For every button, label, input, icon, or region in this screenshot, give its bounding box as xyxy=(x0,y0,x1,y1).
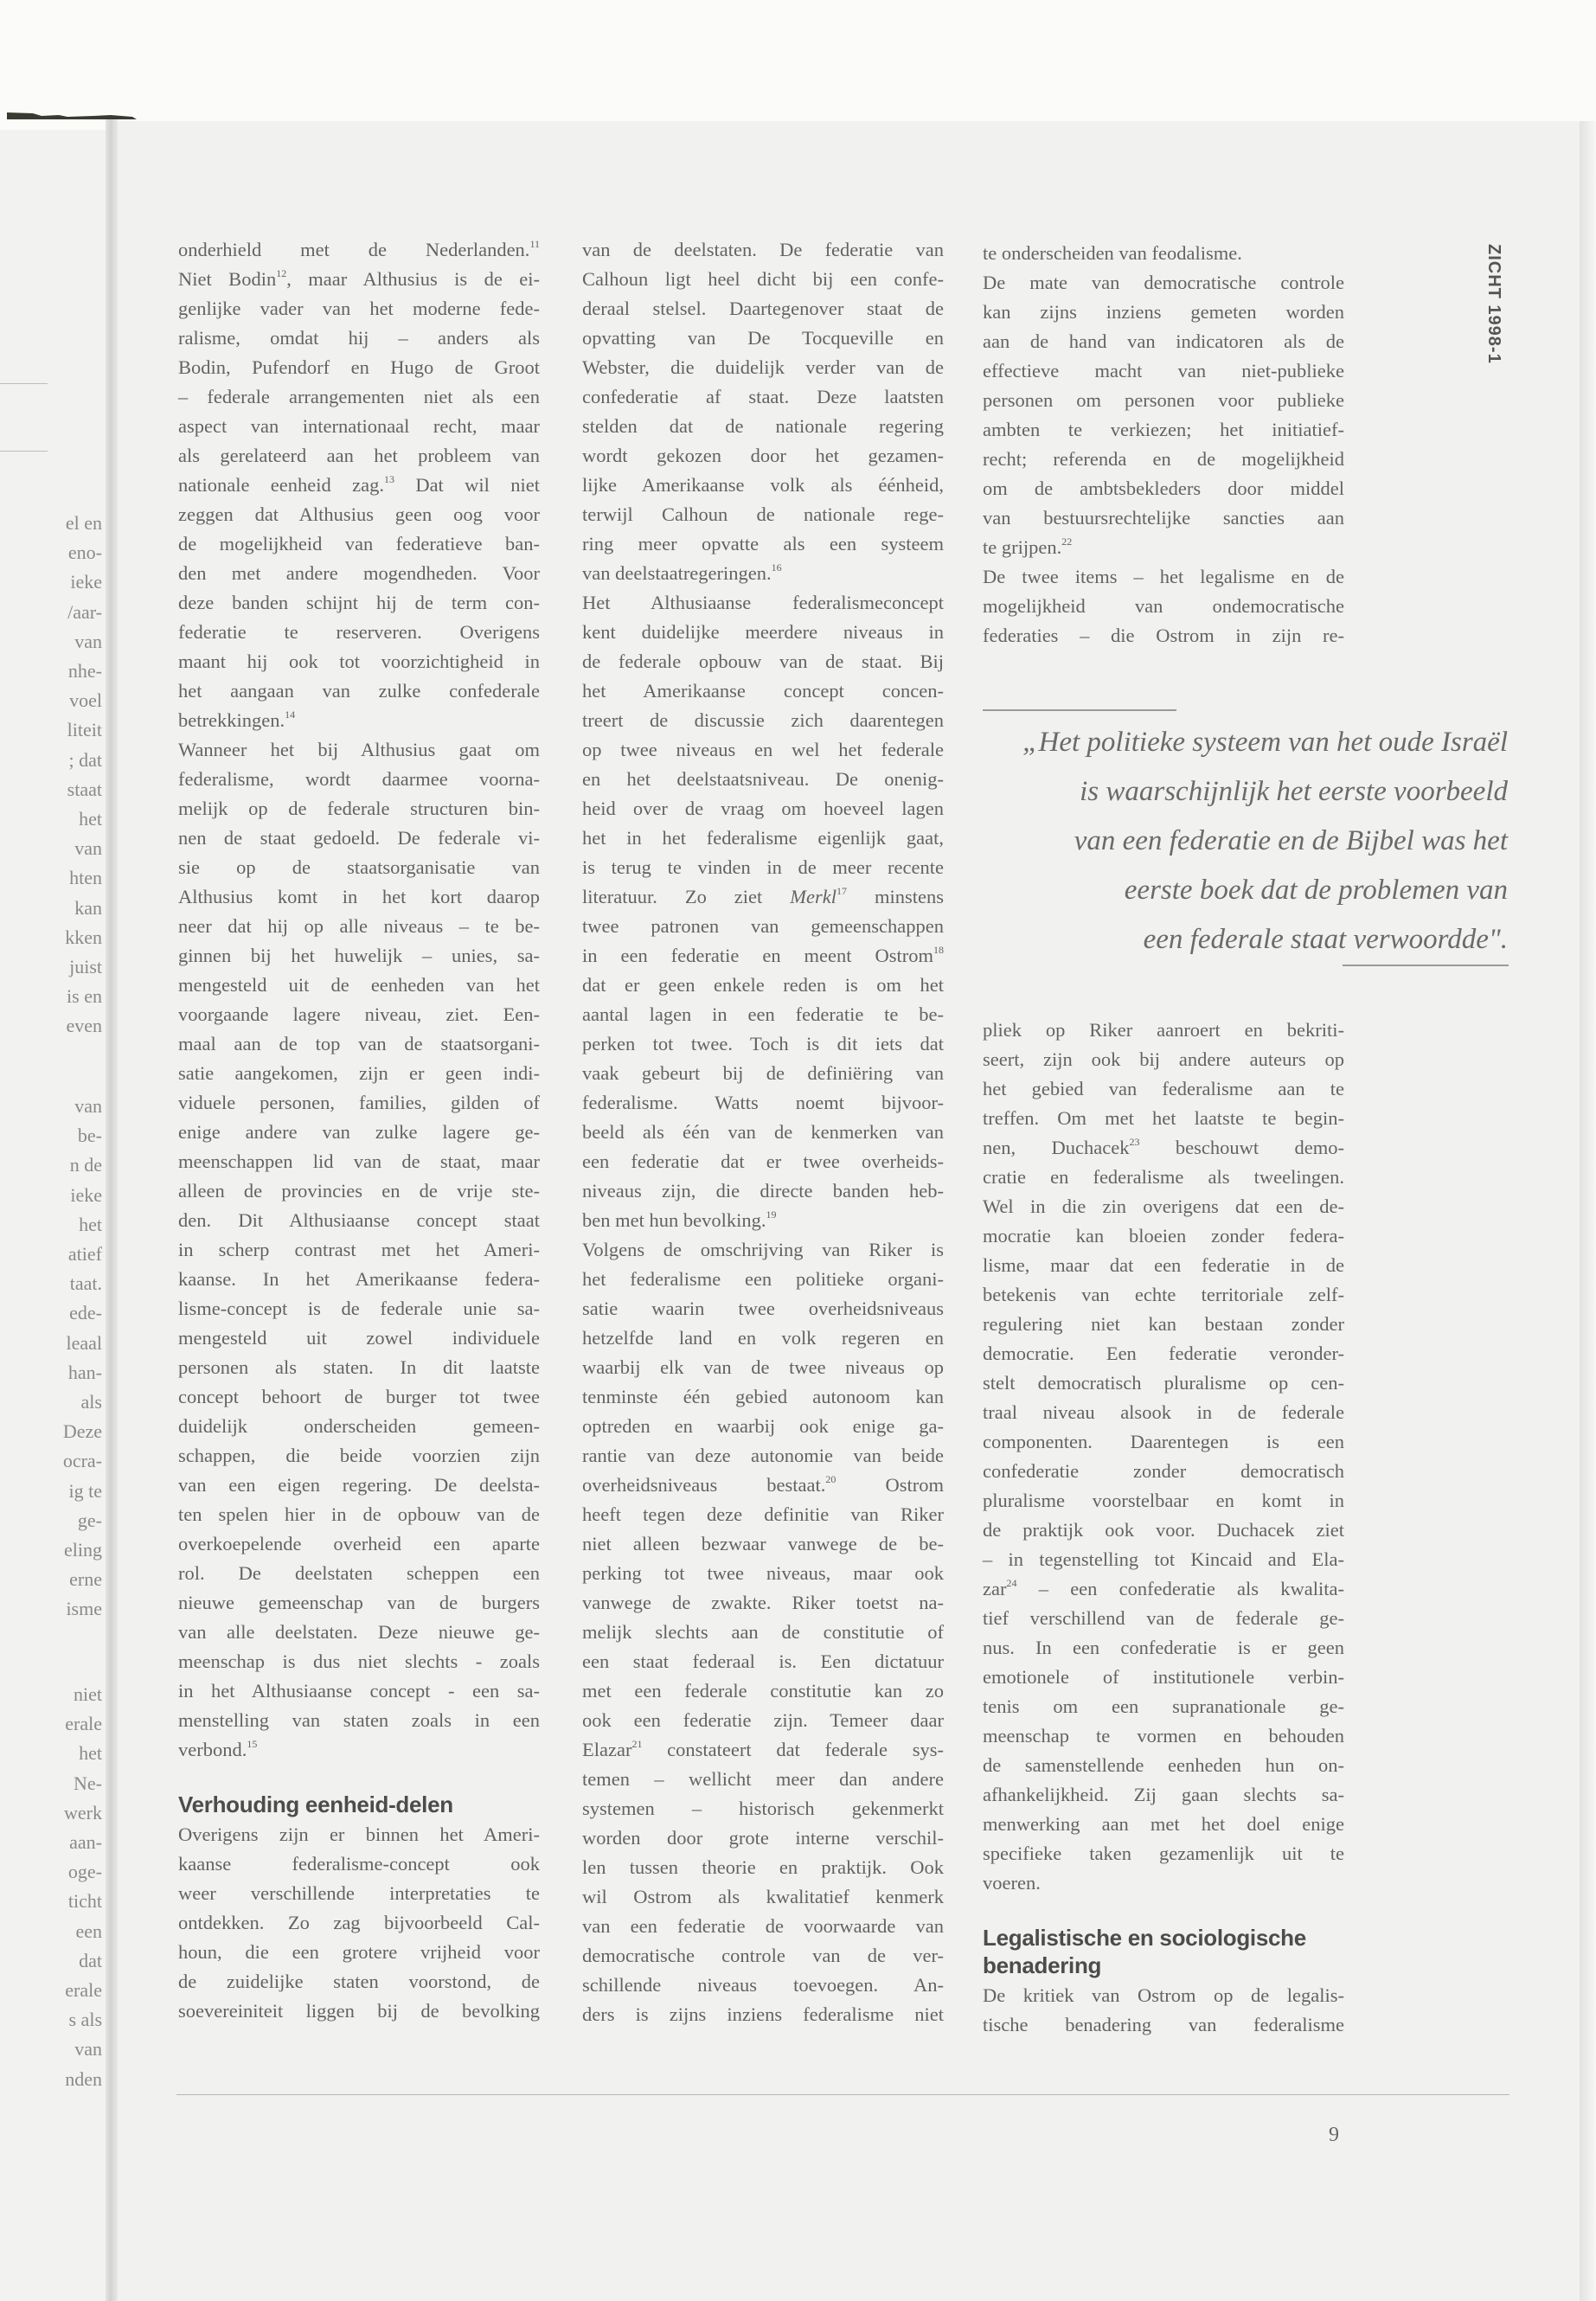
text-line: – in tegenstelling tot Kincaid and Ela- xyxy=(983,1548,1344,1570)
page-edge xyxy=(1580,121,1596,2301)
text-line: van de deelstaten. De federatie van xyxy=(582,239,944,260)
text-line: kent duidelijke meerdere niveaus in xyxy=(582,621,944,643)
previous-page-fragment: s als xyxy=(68,2009,102,2031)
text-line: personen als staten. In dit laatste xyxy=(178,1356,540,1378)
previous-page-rule xyxy=(0,383,48,384)
text-run: onderhield met de Nederlanden. xyxy=(178,239,530,260)
text-line: meenschappen lid van de staat, maar xyxy=(178,1150,540,1172)
previous-page-fragment: n de xyxy=(69,1154,102,1176)
text-line: rantie van deze autonomie van beide xyxy=(582,1445,944,1466)
text-line: de federale opbouw van de staat. Bij xyxy=(582,651,944,672)
text-line: kan zijns inziens gemeten worden xyxy=(983,301,1344,323)
pull-quote-line: van een federatie en de Bijbel was het xyxy=(1074,825,1508,856)
previous-page-fragment: nhe- xyxy=(67,660,102,682)
text-column-2 xyxy=(582,235,944,2029)
previous-page-fragment: liteit xyxy=(67,719,102,741)
text-line: Webster, die duidelijk verder van de xyxy=(582,356,944,378)
text-line: kaanse federalisme-concept ook xyxy=(178,1853,540,1875)
footer-rule xyxy=(176,2094,1509,2095)
text-line: enige andere van zulke lagere ge- xyxy=(178,1121,540,1143)
text-line: ontdekken. Zo zag bijvoorbeeld Cal- xyxy=(178,1912,540,1933)
text-line: Wel in die zin overigens dat een de- xyxy=(983,1195,1344,1217)
previous-page-fragment: als xyxy=(80,1391,102,1413)
text-line: genlijke vader van het moderne fede- xyxy=(178,298,540,319)
text-line: ook een federatie zijn. Temeer daar xyxy=(582,1709,944,1731)
text-line: ders is zijns inziens federalisme niet xyxy=(582,2003,944,2025)
text-line xyxy=(178,706,540,735)
text-line: voorgaande lagere niveau, ziet. Een- xyxy=(178,1003,540,1025)
previous-page-rule xyxy=(0,451,48,452)
text-line: ring meer opvatte als een systeem xyxy=(582,533,944,554)
text-line: de praktijk ook voor. Duchacek ziet xyxy=(983,1519,1344,1541)
text-line: specifieke taken gezamenlijk uit te xyxy=(983,1843,1344,1864)
previous-page-fragment: Ne- xyxy=(74,1772,102,1794)
pull-quote xyxy=(986,718,1508,965)
footnote-reference: 16 xyxy=(771,561,782,574)
text-run: Dat wil niet xyxy=(394,474,540,496)
text-line: het in het federalisme eigenlijk gaat, xyxy=(582,827,944,849)
paragraph xyxy=(582,1235,944,2029)
text-line: schappen, die beide voorzien zijn xyxy=(178,1445,540,1466)
text-run: beschouwt demo- xyxy=(1139,1137,1344,1158)
previous-page-fragment: niet xyxy=(74,1683,102,1705)
previous-page-fragment: ieke xyxy=(70,1183,102,1206)
text-line: effectieve macht van niet-publieke xyxy=(983,360,1344,381)
previous-page-fragment: han- xyxy=(67,1361,102,1383)
text-line: federalisme, wordt daarmee voorna- xyxy=(178,768,540,790)
text-line: traal niveau alsook in de federale xyxy=(983,1401,1344,1423)
previous-page-fragment: erale xyxy=(65,1979,102,2001)
text-line: van een federatie de voorwaarde van xyxy=(582,1915,944,1937)
paragraph xyxy=(178,1820,540,2026)
previous-page-fragment: het xyxy=(79,1213,102,1235)
text-line: het federalisme een politieke organi- xyxy=(582,1268,944,1290)
text-line: ten spelen hier in de opbouw van de xyxy=(178,1503,540,1525)
text-line: de samenstellende eenheden hun on- xyxy=(983,1754,1344,1776)
text-line: soevereiniteit liggen bij de bevolking xyxy=(178,2000,540,2022)
text-line: om de ambtsbekleders door middel xyxy=(983,478,1344,499)
text-line: mengesteld uit zowel individuele xyxy=(178,1327,540,1349)
text-line: een staat federaal is. Een dictatuur xyxy=(582,1650,944,1672)
pull-quote-line: „Het politieke systeem van het oude Israël xyxy=(1022,727,1508,758)
text-line: menwerking aan met het doel enige xyxy=(983,1813,1344,1835)
text-column-3-top xyxy=(983,239,1344,651)
previous-page-fragment: even xyxy=(66,1015,102,1037)
text-line: tenminste één gebied autonoom kan xyxy=(582,1386,944,1407)
text-line: nus. In een confederatie is er geen xyxy=(983,1637,1344,1658)
text-run: minstens xyxy=(847,886,944,907)
text-line: kaanse. In het Amerikaanse federa- xyxy=(178,1268,540,1290)
text-line: van alle deelstaten. Deze nieuwe ge- xyxy=(178,1621,540,1643)
text-line: neer dat hij op alle niveaus – te be- xyxy=(178,915,540,937)
paragraph xyxy=(178,735,540,1765)
text-line xyxy=(178,471,540,500)
previous-page-fragment: ; dat xyxy=(68,748,102,771)
text-line: weer verschillende interpretaties te xyxy=(178,1882,540,1904)
text-line: melijk slechts aan de constitutie of xyxy=(582,1621,944,1643)
text-line: concept behoort de burger tot twee xyxy=(178,1386,540,1407)
text-line: heid over de vraag om hoeveel lagen xyxy=(582,798,944,819)
text-line: systemen – historisch gekenmerkt xyxy=(582,1798,944,1819)
previous-page-fragment: ge- xyxy=(77,1509,102,1531)
section-heading xyxy=(983,1924,1344,1979)
previous-page-fragment: erne xyxy=(69,1568,102,1591)
footnote-reference: 23 xyxy=(1129,1136,1140,1148)
text-line: vanwege de zwakte. Riker toetst na- xyxy=(582,1592,944,1613)
text-line: treffen. Om met het laatste te begin- xyxy=(983,1107,1344,1129)
footnote-reference: 15 xyxy=(247,1738,258,1750)
footnote-reference: 19 xyxy=(766,1208,777,1221)
text-line: betekenis van echte territoriale zelf- xyxy=(983,1284,1344,1305)
heading-line: benadering xyxy=(983,1952,1102,1978)
text-line: treert de discussie zich daarentegen xyxy=(582,709,944,731)
text-line: stelden dat de nationale regering xyxy=(582,415,944,437)
previous-page-fragment: ig te xyxy=(68,1479,102,1502)
page-number: 9 xyxy=(1329,2124,1339,2146)
text-line: satie waarin twee overheidsniveaus xyxy=(582,1298,944,1319)
text-line: seert, zijn ook bij andere auteurs op xyxy=(983,1048,1344,1070)
text-line: opvatting van De Tocqueville en xyxy=(582,327,944,349)
text-line: Calhoun ligt heel dicht bij een confe- xyxy=(582,268,944,290)
text-line: nieuwe gemeenschap van de burgers xyxy=(178,1592,540,1613)
text-line: menstelling van staten zoals in een xyxy=(178,1709,540,1731)
text-line: te onderscheiden van feodalisme. xyxy=(983,242,1242,264)
text-line: satie aangekomen, zijn er geen indi- xyxy=(178,1062,540,1084)
text-line: de mogelijkheid van federatieve ban- xyxy=(178,533,540,554)
text-run: zar xyxy=(983,1578,1007,1599)
footnote-reference: 22 xyxy=(1061,535,1073,548)
previous-page-fragment: juist xyxy=(69,956,102,977)
text-line: in het Althusiaanse concept - een sa- xyxy=(178,1680,540,1702)
text-line: de zuidelijke staten voorstond, de xyxy=(178,1971,540,1992)
text-line: twee patronen van gemeenschappen xyxy=(582,915,944,937)
text-line: schillende niveaus toevoegen. An- xyxy=(582,1974,944,1996)
text-line: zeggen dat Althusius geen oog voor xyxy=(178,503,540,525)
previous-page-fragment: isme xyxy=(66,1598,102,1620)
text-line: confederatie af staat. Deze laatsten xyxy=(582,386,944,407)
text-line: afhankelijkheid. Zij gaan slechts sa- xyxy=(983,1784,1344,1805)
text-line: den. Dit Althusiaanse concept staat xyxy=(178,1209,540,1231)
paragraph xyxy=(582,235,944,588)
text-line: aspect van internationaal recht, maar xyxy=(178,415,540,437)
text-line: tief verschillend van de federale ge- xyxy=(983,1607,1344,1629)
text-line: dat er geen enkele reden is om het xyxy=(582,974,944,996)
text-line: cratie en federalisme als tweelingen. xyxy=(983,1166,1344,1188)
previous-page-fragment: taat. xyxy=(69,1272,102,1295)
text-line: melijk op de federale structuren bin- xyxy=(178,798,540,819)
text-run: nen, Duchacek xyxy=(983,1137,1130,1158)
text-line xyxy=(178,235,540,265)
previous-page-fragment: werk xyxy=(64,1801,102,1823)
footnote-reference: 20 xyxy=(825,1473,836,1485)
previous-page-fragment: eling xyxy=(64,1539,102,1561)
text-line: Volgens de omschrijving van Riker is xyxy=(582,1239,944,1260)
text-line: overkoepelende overheid een aparte xyxy=(178,1533,540,1554)
text-line: hetzelfde land en volk regeren en xyxy=(582,1327,944,1349)
heading-line: Verhouding eenheid-delen xyxy=(178,1791,453,1817)
text-line xyxy=(178,265,540,294)
text-line xyxy=(582,941,944,971)
previous-page-fragment: van xyxy=(74,2038,102,2061)
footnote-reference: 24 xyxy=(1006,1577,1017,1589)
text-line: nen de staat gedoeld. De federale vi- xyxy=(178,827,540,849)
text-line: Wanneer het bij Althusius gaat om xyxy=(178,739,540,760)
text-line: ambten te verkiezen; het initiatief- xyxy=(983,419,1344,440)
text-line: een federatie dat er twee overheids- xyxy=(582,1150,944,1172)
text-line: in scherp contrast met het Ameri- xyxy=(178,1239,540,1260)
text-run: van deelstaatregeringen. xyxy=(582,562,772,584)
text-run: nationale eenheid zag. xyxy=(178,474,384,496)
text-line: meenschap te vormen en behouden xyxy=(983,1725,1344,1747)
text-line: deze banden schijnt hij de term con- xyxy=(178,592,540,613)
text-run: in een federatie en meent Ostrom xyxy=(582,945,933,966)
text-line: van bestuursrechtelijke sancties aan xyxy=(983,507,1344,529)
text-line: De twee items – het legalisme en de xyxy=(983,566,1344,587)
text-line: waarbij elk van de twee niveaus op xyxy=(582,1356,944,1378)
paragraph xyxy=(983,268,1344,562)
text-line: len tussen theorie en praktijk. Ook xyxy=(582,1856,944,1878)
paragraph xyxy=(178,235,540,735)
text-line: lisme, maar dat een federatie in de xyxy=(983,1254,1344,1276)
text-run: Niet Bodin xyxy=(178,268,277,290)
text-line: optreden en waarbij ook enige ga- xyxy=(582,1415,944,1437)
text-line: vaak gebeurt bij de definiëring van xyxy=(582,1062,944,1084)
paragraph xyxy=(983,1016,1344,1898)
text-line: confederatie zonder democratisch xyxy=(983,1460,1344,1482)
previous-page-fragment: het xyxy=(79,1742,102,1765)
text-line: emotionele of institutionele verbin- xyxy=(983,1666,1344,1688)
text-line: tenis om een supranationale ge- xyxy=(983,1695,1344,1717)
text-line: meenschap is dus niet slechts - zoals xyxy=(178,1650,540,1672)
pull-quote-top-rule xyxy=(983,709,1176,711)
previous-page-fragment: atief xyxy=(67,1243,102,1265)
text-line: wordt gekozen door het gezamen- xyxy=(582,445,944,466)
text-line: aantal lagen in een federatie te be- xyxy=(582,1003,944,1025)
footnote-reference: 11 xyxy=(529,238,540,250)
previous-page-fragment: van xyxy=(74,630,102,652)
text-run: ben met hun bevolking. xyxy=(582,1209,766,1231)
text-line: perking tot twee niveaus, maar ook xyxy=(582,1562,944,1584)
text-line xyxy=(582,1206,944,1235)
previous-page-fragment: oge- xyxy=(67,1861,102,1883)
running-header: ZICHT 1998-1 xyxy=(1484,244,1503,364)
previous-page-fragment: kan xyxy=(74,896,102,919)
text-line: Het Althusiaanse federalismeconcept xyxy=(582,592,944,613)
paragraph xyxy=(582,588,944,1235)
text-line xyxy=(582,882,944,912)
text-line: den met andere mogendheden. Voor xyxy=(178,562,540,584)
text-run: , maar Althusius is de ei- xyxy=(286,268,541,290)
text-line: ginnen bij het huwelijk – unies, sa- xyxy=(178,945,540,966)
text-line: ralisme, omdat hij – anders als xyxy=(178,327,540,349)
pull-quote-bottom-rule xyxy=(1343,965,1509,966)
text-line: van een eigen regering. De deelsta- xyxy=(178,1474,540,1496)
text-column-1 xyxy=(178,235,540,2026)
text-line: en het deelstaatsniveau. De onenig- xyxy=(582,768,944,790)
text-run: literatuur. Zo ziet xyxy=(582,886,791,907)
text-line xyxy=(983,1133,1344,1163)
text-line: maant hij ook tot voorzichtigheid in xyxy=(178,651,540,672)
previous-page-fragment: leaal xyxy=(66,1331,102,1354)
previous-page-fragment: is en xyxy=(67,985,102,1008)
text-run: – een confederatie als kwalita- xyxy=(1016,1578,1344,1599)
text-line: sie op de staatsorganisatie van xyxy=(178,856,540,878)
text-line: is terug te vinden in de meer recente xyxy=(582,856,944,878)
text-line: pluralisme voorstelbaar en komt in xyxy=(983,1490,1344,1511)
previous-page-fragment: aan- xyxy=(69,1831,102,1853)
previous-page-fragment: hten xyxy=(69,867,102,889)
pull-quote-line: een federale staat verwoordde". xyxy=(1143,924,1508,955)
text-line: lijke Amerikaanse volk als éénheid, xyxy=(582,474,944,496)
book-spine xyxy=(106,119,118,2301)
previous-page-fragment: het xyxy=(79,808,102,830)
text-line xyxy=(178,1735,540,1765)
previous-page-fragment: staat xyxy=(67,778,102,800)
text-run: verbond. xyxy=(178,1739,247,1760)
text-line: lisme-concept is de federale unie sa- xyxy=(178,1298,540,1319)
text-column-3-bottom xyxy=(983,1016,1344,2040)
text-line xyxy=(983,533,1344,562)
text-line: pliek op Riker aanroert en bekriti- xyxy=(983,1019,1344,1041)
previous-page-fragment: een xyxy=(75,1920,102,1942)
text-line: worden door grote interne verschil- xyxy=(582,1827,944,1849)
paragraph xyxy=(983,1981,1344,2040)
text-line: Bodin, Pufendorf en Hugo de Groot xyxy=(178,356,540,378)
text-line xyxy=(582,559,944,588)
text-line: Overigens zijn er binnen het Ameri- xyxy=(178,1823,540,1845)
text-line xyxy=(582,1735,944,1765)
previous-page-fragment: van xyxy=(74,837,102,860)
text-line: – federale arrangementen niet als een xyxy=(178,386,540,407)
text-line: federatie te reserveren. Overigens xyxy=(178,621,540,643)
previous-page-fragment: /aar- xyxy=(67,600,102,623)
text-line: viduele personen, families, gilden of xyxy=(178,1092,540,1113)
text-line: heeft tegen deze definitie van Riker xyxy=(582,1503,944,1525)
previous-page-fragment: nden xyxy=(65,2067,102,2090)
pull-quote-line: eerste boek dat de problemen van xyxy=(1124,875,1508,906)
pull-quote-line: is waarschijnlijk het eerste voorbeeld xyxy=(1080,776,1508,807)
text-line: voeren. xyxy=(983,1872,1041,1894)
previous-page-fragment: kken xyxy=(65,926,102,948)
footnote-reference: 17 xyxy=(836,885,847,897)
text-line: het gebied van federalisme aan te xyxy=(983,1078,1344,1099)
previous-page-fragment: ocra- xyxy=(62,1450,102,1472)
section-heading xyxy=(178,1791,540,1818)
text-line: als gerelateerd aan het probleem van xyxy=(178,445,540,466)
previous-page-fragment: be- xyxy=(77,1125,102,1147)
text-line: terwijl Calhoun de nationale rege- xyxy=(582,503,944,525)
italic-name: Merkl xyxy=(790,886,836,907)
footnote-reference: 18 xyxy=(933,944,944,956)
text-line: federalisme. Watts noemt bijvoor- xyxy=(582,1092,944,1113)
text-run: constateert dat federale sys- xyxy=(642,1739,944,1760)
text-run: Ostrom xyxy=(836,1474,945,1496)
text-line: niet alleen bezwaar vanwege de be- xyxy=(582,1533,944,1554)
footnote-reference: 12 xyxy=(276,267,287,279)
footnote-reference: 21 xyxy=(631,1738,643,1750)
text-run: overheidsniveaus bestaat. xyxy=(582,1474,826,1496)
text-run: te grijpen. xyxy=(983,536,1062,558)
text-line: stelt democratisch pluralisme op cen- xyxy=(983,1372,1344,1394)
previous-page-fragment: voel xyxy=(69,689,102,712)
paragraph xyxy=(983,562,1344,651)
text-line: maal aan de top van de staatsorgani- xyxy=(178,1033,540,1054)
paragraph xyxy=(983,239,1344,268)
text-line: deraal stelsel. Daartegenover staat de xyxy=(582,298,944,319)
text-line: op twee niveaus en wel het federale xyxy=(582,739,944,760)
text-line: democratie. Een federatie veronder- xyxy=(983,1343,1344,1364)
text-line: perken tot twee. Toch is dit iets dat xyxy=(582,1033,944,1054)
text-line: tische benadering van federalisme xyxy=(983,2014,1344,2035)
text-run: betrekkingen. xyxy=(178,709,285,731)
text-line: met een federale constitutie kan zo xyxy=(582,1680,944,1702)
text-line: wil Ostrom als kwalitatief kenmerk xyxy=(582,1886,944,1907)
text-line: niveaus zijn, die directe banden heb- xyxy=(582,1180,944,1202)
previous-page-fragment: ticht xyxy=(67,1890,102,1913)
text-line: rol. De deelstaten scheppen een xyxy=(178,1562,540,1584)
text-line: mocratie kan bloeien zonder federa- xyxy=(983,1225,1344,1247)
footnote-reference: 13 xyxy=(383,473,394,485)
text-line: De mate van democratische controle xyxy=(983,272,1344,293)
text-line: De kritiek van Ostrom op de legalis- xyxy=(983,1984,1344,2006)
book-edge xyxy=(7,111,137,119)
text-line: regulering niet kan bestaan zonder xyxy=(983,1313,1344,1335)
text-line: duidelijk onderscheiden gemeen- xyxy=(178,1415,540,1437)
text-line xyxy=(983,1574,1344,1604)
previous-page-fragment: el en xyxy=(65,512,102,534)
text-line: Althusius komt in het kort daarop xyxy=(178,886,540,907)
text-line: alleen de provincies en de vrije ste- xyxy=(178,1180,540,1202)
text-line: componenten. Daarentegen is een xyxy=(983,1431,1344,1452)
previous-page-fragment: van xyxy=(74,1095,102,1117)
text-line: temen – wellicht meer dan andere xyxy=(582,1768,944,1790)
text-line: houn, die een grotere vrijheid voor xyxy=(178,1941,540,1963)
previous-page-fragment: ieke xyxy=(70,571,102,593)
text-line xyxy=(582,1471,944,1500)
previous-page-fragment: dat xyxy=(79,1949,102,1971)
previous-page-fragment: Deze xyxy=(62,1420,102,1443)
text-line: het Amerikaanse concept concen- xyxy=(582,680,944,702)
text-line: het aangaan van zulke confederale xyxy=(178,680,540,702)
text-line: mogelijkheid van ondemocratische xyxy=(983,595,1344,617)
text-line: democratische controle van de ver- xyxy=(582,1945,944,1966)
previous-page-fragment: erale xyxy=(65,1713,102,1735)
text-line: recht; referenda en de mogelijkheid xyxy=(983,448,1344,470)
text-line: personen om personen voor publieke xyxy=(983,389,1344,411)
previous-page-fragment: eno- xyxy=(67,542,102,564)
text-run: Elazar xyxy=(582,1739,632,1760)
text-line: federaties – die Ostrom in zijn re- xyxy=(983,625,1344,646)
text-line: aan de hand van indicatoren als de xyxy=(983,330,1344,352)
heading-line: Legalistische en sociologische xyxy=(983,1925,1306,1951)
text-line: mengesteld uit de eenheden van het xyxy=(178,974,540,996)
footnote-reference: 14 xyxy=(285,708,296,721)
previous-page-fragment: ede- xyxy=(69,1302,102,1324)
text-line: beeld als één van de kenmerken van xyxy=(582,1121,944,1143)
